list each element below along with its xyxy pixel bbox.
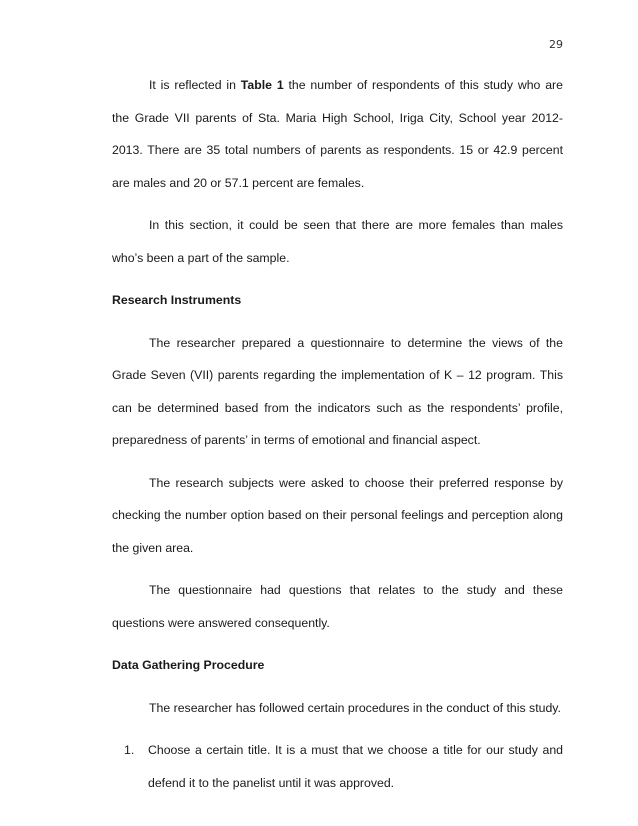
list-item-text: Choose a certain title. It is a must that we choose a title for our study and defend it to the panelist until it was approved. — [148, 743, 563, 790]
paragraph-respondents — [112, 69, 563, 199]
para1-after: the number of respondents of this study who are the Grade VII parents of Sta. Maria High School, Iriga City, School year 2012-2013. There are 35 total numbers of parents as respondents. 15 or 42.9 percent are males and 20 or 57.1 percent are females. — [112, 78, 563, 190]
list-item — [112, 734, 563, 799]
paragraph-subjects: The research subjects were asked to choose their preferred response by checking the number option based on their personal feelings and perception along the given area. — [112, 475, 563, 555]
page-number: 29 — [549, 38, 563, 51]
procedure-list — [112, 734, 563, 799]
para1-before: It is reflected in — [149, 78, 241, 92]
table-reference: Table 1 — [240, 78, 284, 92]
paragraph-questions: The questionnaire had questions that relates to the study and these questions were answered consequently. — [112, 583, 563, 630]
heading-research-instruments: Research Instruments — [112, 293, 242, 307]
paragraph-procedures: The researcher has followed certain procedures in the conduct of this study. — [149, 700, 561, 715]
paragraph-questionnaire: The researcher prepared a questionnaire to determine the views of the Grade Seven (VII) parents regarding the implementation of K – 12 program. This can be determined based from the indicators such as the respondents’ profile, preparedness of parents’ in terms of emotional and financial aspect. — [112, 335, 563, 447]
paragraph-sample: In this section, it could be seen that there are more females than males who’s been a part of the sample. — [112, 218, 563, 265]
body-text — [112, 69, 563, 799]
heading-data-gathering: Data Gathering Procedure — [112, 658, 265, 672]
list-marker: 1. — [124, 743, 135, 757]
